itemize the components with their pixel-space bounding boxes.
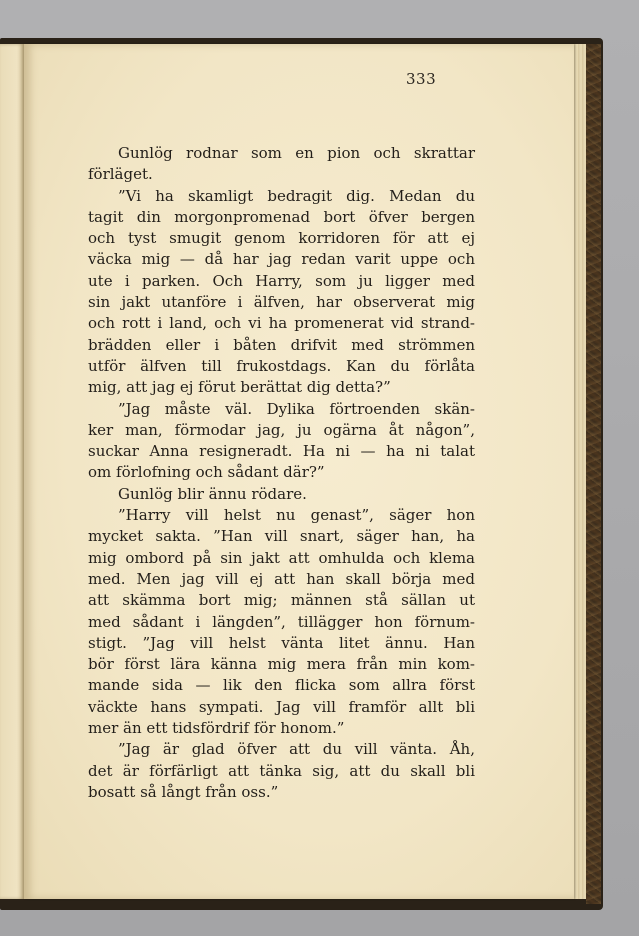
text-line: tagit din morgonpromenad bort öfver bergen <box>88 207 475 226</box>
text-line: bosatt så långt från oss.” <box>88 782 279 801</box>
text-line: sin jakt utanföre i älfven, har observerat mig <box>88 293 475 312</box>
text-line: ”Jag är glad öfver att du vill vänta. Åh, <box>118 740 475 759</box>
text-line: och rott i land, och vi ha promenerat vid strand- <box>88 314 475 333</box>
text-line: ”Vi ha skamligt bedragit dig. Medan du <box>118 186 475 205</box>
body-text <box>88 143 475 803</box>
text-line: Gunlög rodnar som en pion och skrattar <box>118 144 475 162</box>
text-line: ”Harry vill helst nu genast”, säger hon <box>118 506 475 525</box>
text-line: stigt. ”Jag vill helst vänta litet ännu. Han <box>88 633 475 652</box>
text-line: ”Jag måste väl. Dylika förtroenden skän- <box>118 399 475 418</box>
text-line: förläget. <box>88 165 153 184</box>
previous-page-edge <box>0 44 24 899</box>
text-line: mer än ett tidsfördrif för honom.” <box>88 719 345 738</box>
marbled-cover-edge <box>586 44 601 904</box>
text-line: utför älfven till frukostdags. Kan du förlåta <box>88 356 475 375</box>
text-line: mig ombord på sin jakt att omhulda och klema <box>88 548 475 567</box>
text-line: om förlofning och sådant där?” <box>88 463 325 482</box>
text-line: mande sida — lik den flicka som allra först <box>88 676 475 695</box>
text-line: mig, att jag ej förut berättat dig detta?” <box>88 378 391 397</box>
text-line: bör först lära känna mig mera från min kom- <box>88 655 475 674</box>
page-number: 333 <box>406 70 437 88</box>
text-line: Gunlög blir ännu rödare. <box>118 484 307 503</box>
text-line: suckar Anna resigneradt. Ha ni — ha ni talat <box>88 442 475 461</box>
text-line: och tyst smugit genom korridoren för att ej <box>88 229 475 248</box>
text-line: med sådant i längden”, tillägger hon förnum- <box>88 612 475 631</box>
text-line: med. Men jag vill ej att han skall börja med <box>88 569 475 588</box>
text-line: väckte hans sympati. Jag vill framför allt bli <box>88 697 475 716</box>
text-line: ute i parken. Och Harry, som ju ligger med <box>88 271 475 290</box>
text-line: väcka mig — då har jag redan varit uppe och <box>88 250 475 269</box>
text-line: ker man, förmodar jag, ju ogärna åt någon”, <box>88 420 475 439</box>
text-line: mycket sakta. ”Han vill snart, säger han, ha <box>88 527 475 546</box>
text-line: att skämma bort mig; männen stå sällan ut <box>88 591 475 610</box>
text-line: det är förfärligt att tänka sig, att du skall bli <box>88 761 475 780</box>
text-line: brädden eller i båten drifvit med strömmen <box>88 335 475 354</box>
